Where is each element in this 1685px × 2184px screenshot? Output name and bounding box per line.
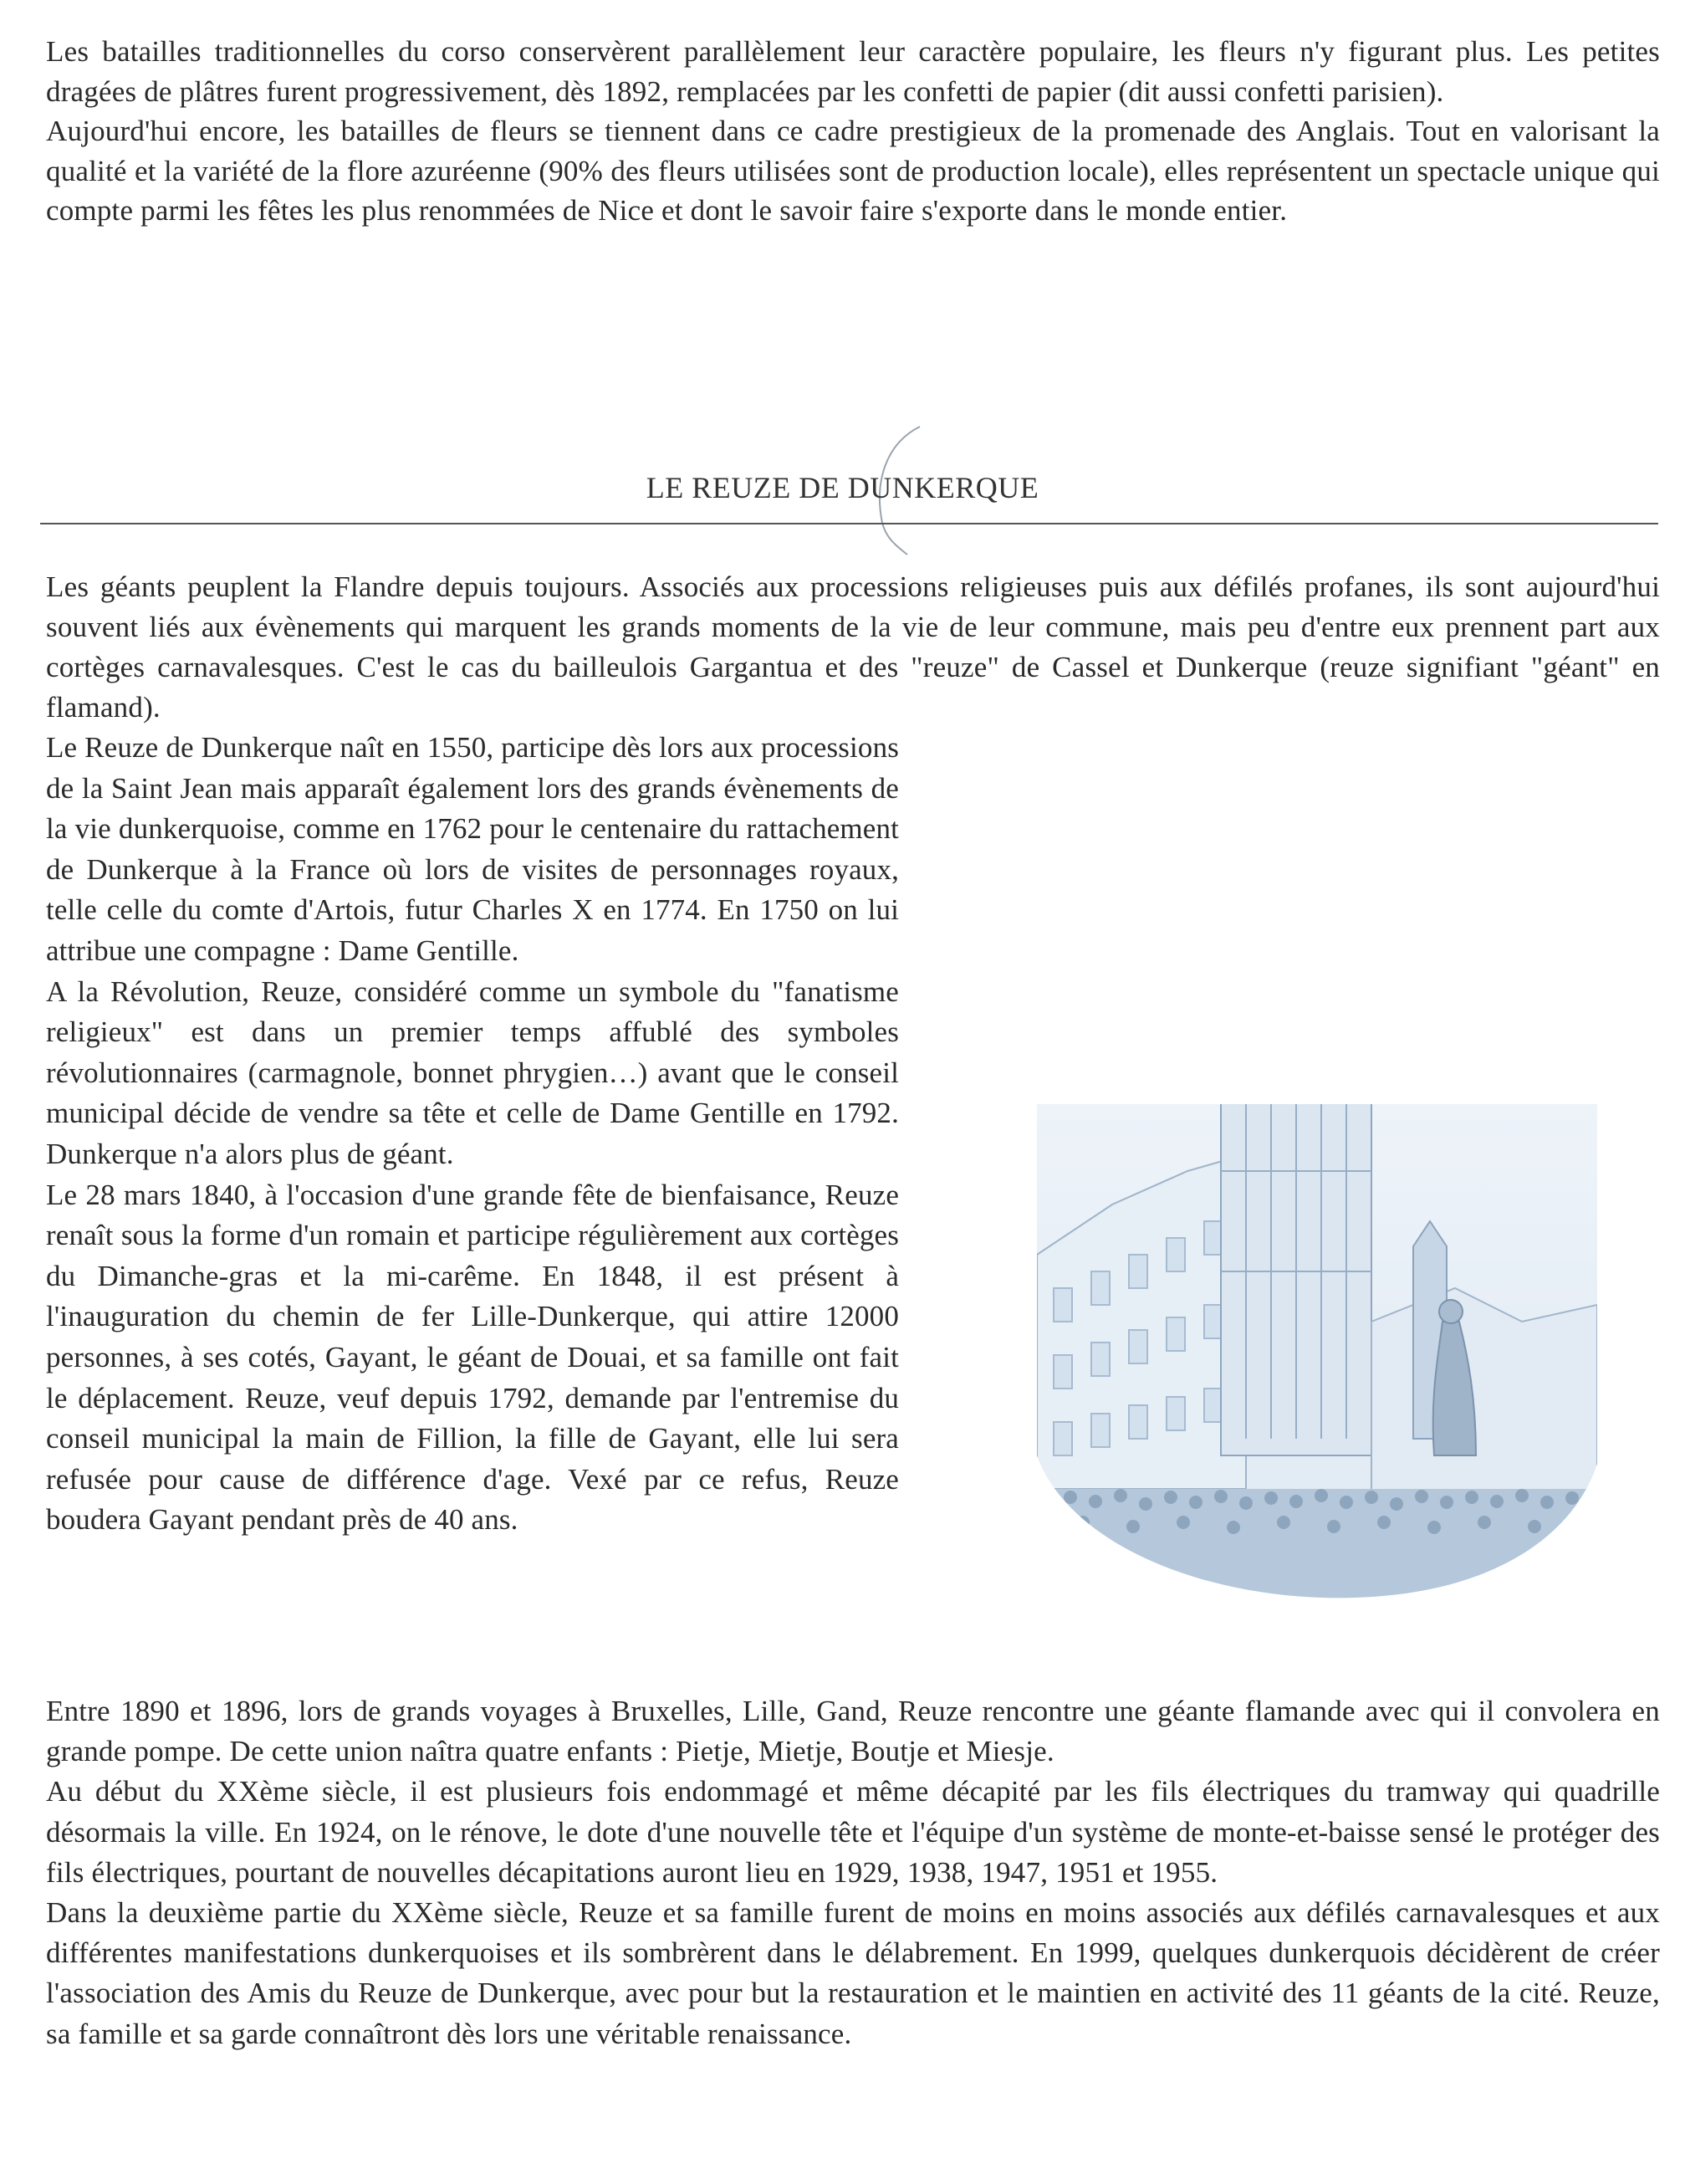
intro-paragraph-2: Aujourd'hui encore, les batailles de fleurs se tiennent dans ce cadre prestigieux de la promenade des Anglais. Tout en valorisant la qualité et la variété de la flore azuréenne (90% des fleurs utilisées sont de production locale), elles représentent un spectacle unique qui compte parmi les fêtes les plus renommées de Nice et dont le savoir faire s'exporte dans le monde entier. — [46, 115, 1660, 227]
intro-paragraph-1: Les batailles traditionnelles du corso conservèrent parallèlement leur caractère populaire, les fleurs n'y figurant plus. Les petites dragées de plâtres furent progressivement, dès 1892, remplacées par les confetti de papier (dit aussi confetti parisien). — [46, 35, 1660, 108]
left-column-text — [46, 728, 899, 1541]
tail-paragraph-2: Au début du XXème siècle, il est plusieurs fois endommagé et même décapité par les fils électriques du tramway qui quadrille désormais la ville. En 1924, on le rénove, le dote d'une nouvelle tête et l'équipe d'un système de monte-et-baisse sensé le protéger des fils électriques, pourtant de nouvelles décapitations auront lieu en 1929, 1938, 1947, 1951 et 1955. — [46, 1775, 1660, 1889]
tail-paragraph-1: Entre 1890 et 1896, lors de grands voyages à Bruxelles, Lille, Gand, Reuze rencontre une géante flamande avec qui il convolera en grande pompe. De cette union naîtra quatre enfants : Pietje, Mietje, Boutje et Miesje. — [46, 1695, 1660, 1768]
tail-paragraph-3: Dans la deuxième partie du XXème siècle, Reuze et sa famille furent de moins en moins associés aux défilés carnavalesques et aux différentes manifestations dunkerquoises et ils sombrèrent dans le délabrement. En 1999, quelques dunkerquois décidèrent de créer l'association des Amis du Reuze de Dunkerque, avec pour but la restauration et le maintien en activité des 11 géants de la cité. Reuze, sa famille et sa garde connaîtront dès lors une véritable renaissance. — [46, 1896, 1660, 2050]
engraving-illustration — [1020, 853, 1606, 1606]
section-title: LE REUZE DE DUNKERQUE — [646, 471, 1039, 504]
lead-text — [46, 567, 1660, 728]
column-paragraph-2: A la Révolution, Reuze, considéré comme un symbole du "fanatisme religieux" est dans un premier temps affublé des symboles révolutionnaires (carmagnole, bonnet phrygien…) avant que le conseil municipal décide de vendre sa tête et celle de Dame Gentille en 1792. Dunkerque n'a alors plus de géant. — [46, 974, 899, 1170]
lead-paragraph: Les géants peuplent la Flandre depuis toujours. Associés aux processions religieuses puis aux défilés profanes, ils sont aujourd'hui souvent liés aux évènements qui marquent les grands moments de la vie de leur commune, mais peu d'entre eux prennent part aux cortèges carnavalesques. C'est le cas du bailleulois Gargantua et des "reuze" de Cassel et Dunkerque (reuze signifiant "géant" en flamand). — [46, 570, 1660, 724]
column-paragraph-1: Le Reuze de Dunkerque naît en 1550, participe dès lors aux processions de la Saint Jean mais apparaît également lors des grands évènements de la vie dunkerquoise, comme en 1762 pour le centenaire du rattachement de Dunkerque à la France où lors de visites de personnages royaux, telle celle du comte d'Artois, futur Charles X en 1774. En 1750 on lui attribue une compagne : Dame Gentille. — [46, 731, 899, 967]
intro-text — [46, 32, 1660, 231]
closing-text — [46, 1691, 1660, 2054]
column-paragraph-3: Le 28 mars 1840, à l'occasion d'une grande fête de bienfaisance, Reuze renaît sous la forme d'un romain et participe régulièrement aux cortèges du Dimanche-gras et la mi-carême. En 1848, il est présent à l'inauguration du chemin de fer Lille-Dunkerque, qui attire 12000 personnes, à ses cotés, Gayant, le géant de Douai, et sa famille ont fait le déplacement. Reuze, veuf depuis 1792, demande par l'entremise du conseil municipal la main de Fillion, la fille de Gayant, elle lui sera refusée pour cause de différence d'age. Vexé par ce refus, Reuze boudera Gayant pendant près de 40 ans. — [46, 1178, 899, 1537]
title-divider — [40, 523, 1658, 524]
